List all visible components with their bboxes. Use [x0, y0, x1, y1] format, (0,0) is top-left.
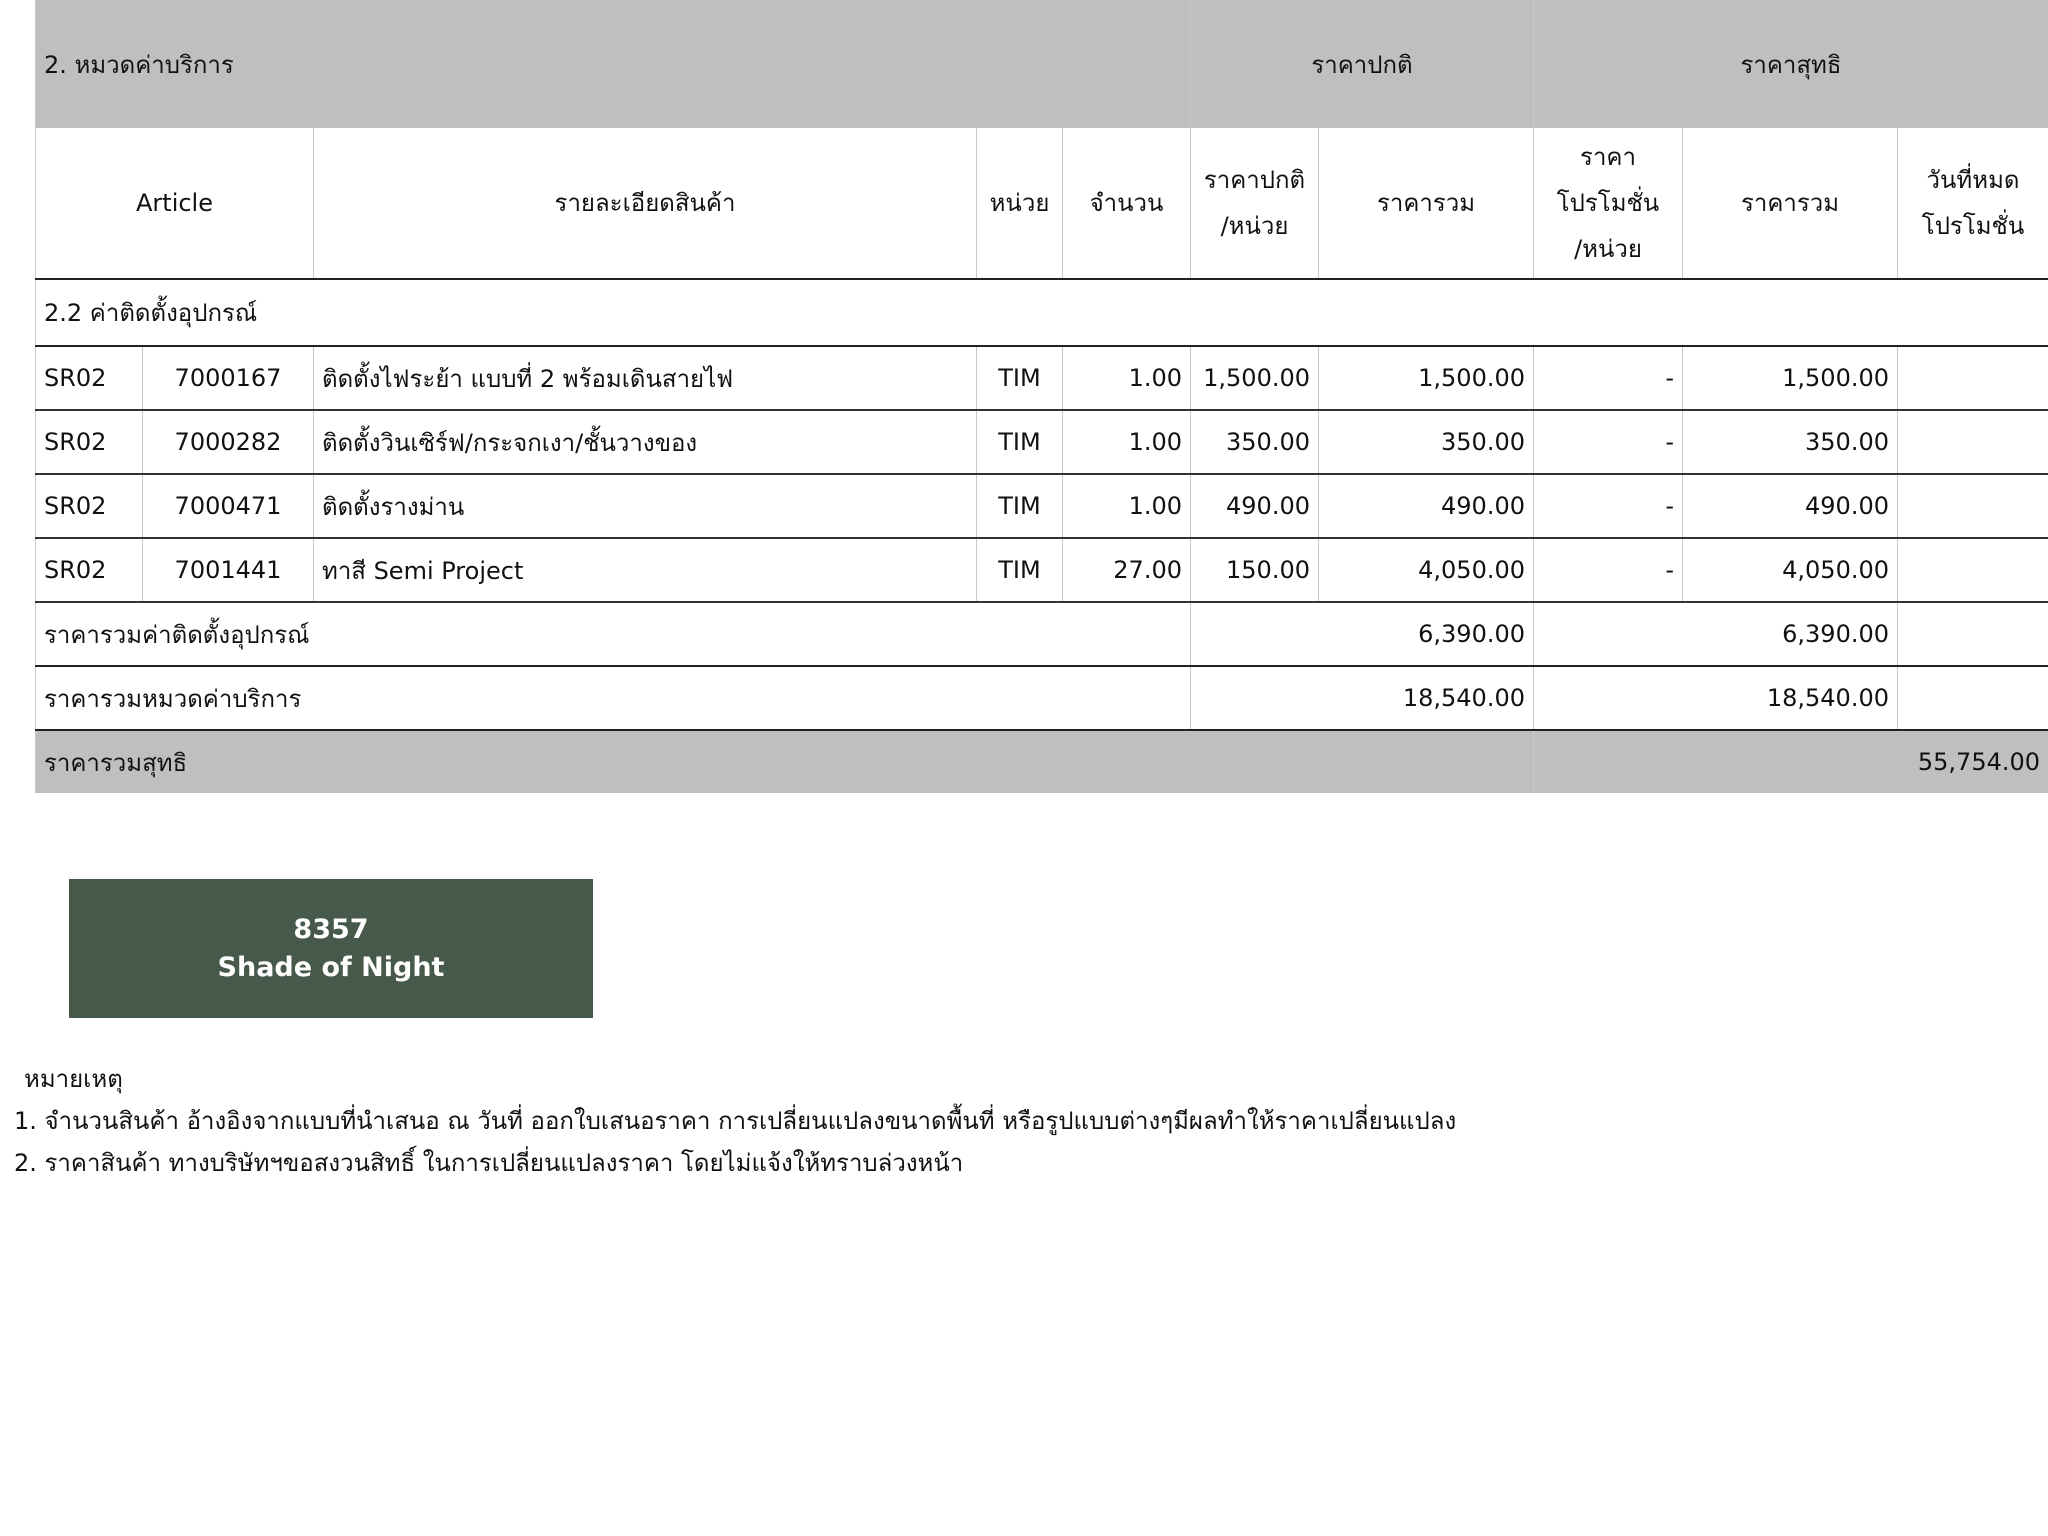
item-total: 4,050.00 [1319, 538, 1534, 602]
item-unit: TIM [977, 346, 1063, 410]
article-number: 7001441 [143, 538, 314, 602]
column-header-row [36, 128, 2048, 279]
item-promo-end [1898, 346, 2048, 410]
quotation-table [35, 0, 2048, 793]
section-total-blank [1898, 666, 2048, 730]
item-description: ทาสี Semi Project [314, 538, 977, 602]
item-unit: TIM [977, 474, 1063, 538]
item-unit-price: 1,500.00 [1191, 346, 1319, 410]
subtotal-net: 6,390.00 [1534, 602, 1898, 666]
table-row [36, 538, 2048, 602]
item-quantity: 1.00 [1063, 474, 1191, 538]
item-description: ติดตั้งวินเซิร์ฟ/กระจกเงา/ชั้นวางของ [314, 410, 977, 474]
col-article: Article [36, 128, 314, 279]
group-net-price: ราคาสุทธิ [1534, 0, 2048, 128]
subtotal-regular: 6,390.00 [1191, 602, 1534, 666]
item-net-total: 1,500.00 [1683, 346, 1898, 410]
item-quantity: 1.00 [1063, 346, 1191, 410]
item-unit: TIM [977, 538, 1063, 602]
table-row [36, 346, 2048, 410]
grand-total-label: ราคารวมสุทธิ [36, 730, 1534, 793]
note-line: 2. ราคาสินค้า ทางบริษัทฯขอสงวนสิทธิ์ ในการเปลี่ยนแปลงราคา โดยไม่แจ้งให้ทราบล่วงหน้า [14, 1149, 964, 1177]
item-unit-price: 350.00 [1191, 410, 1319, 474]
subsection-row [36, 279, 2048, 346]
color-swatch [69, 879, 593, 1018]
notes-title: หมายเหตุ [24, 1065, 123, 1093]
item-unit: TIM [977, 410, 1063, 474]
site-code: SR02 [36, 474, 143, 538]
item-description: ติดตั้งรางม่าน [314, 474, 977, 538]
grand-total-row [36, 730, 2048, 793]
col-total-regular: ราคารวม [1319, 128, 1534, 279]
grand-total-value: 55,754.00 [1534, 730, 2048, 793]
col-promo-end: วันที่หมด โปรโมชั่น [1898, 128, 2048, 279]
item-promo-end [1898, 474, 2048, 538]
item-promo-price: - [1534, 538, 1683, 602]
table-row [36, 474, 2048, 538]
item-promo-price: - [1534, 346, 1683, 410]
group-regular-price: ราคาปกติ [1191, 0, 1534, 128]
item-quantity: 27.00 [1063, 538, 1191, 602]
item-promo-end [1898, 410, 2048, 474]
subtotal-row [36, 602, 2048, 666]
item-total: 1,500.00 [1319, 346, 1534, 410]
article-number: 7000167 [143, 346, 314, 410]
note-line: 1. จำนวนสินค้า อ้างอิงจากแบบที่นำเสนอ ณ วันที่ ออกใบเสนอราคา การเปลี่ยนแปลงขนาดพื้นที่ หรือรูปแบบต่างๆมีผลทำให้ราคาเปลี่ยนแปลง [14, 1107, 1457, 1135]
subtotal-blank [1898, 602, 2048, 666]
subtotal-label: ราคารวมค่าติดตั้งอุปกรณ์ [36, 602, 1191, 666]
section-header-row [36, 0, 2048, 128]
item-net-total: 4,050.00 [1683, 538, 1898, 602]
item-unit-price: 490.00 [1191, 474, 1319, 538]
section-total-label: ราคารวมหมวดค่าบริการ [36, 666, 1191, 730]
item-net-total: 350.00 [1683, 410, 1898, 474]
item-net-total: 490.00 [1683, 474, 1898, 538]
section-total-row [36, 666, 2048, 730]
article-number: 7000471 [143, 474, 314, 538]
item-unit-price: 150.00 [1191, 538, 1319, 602]
section-total-regular: 18,540.00 [1191, 666, 1534, 730]
col-quantity: จำนวน [1063, 128, 1191, 279]
item-total: 350.00 [1319, 410, 1534, 474]
site-code: SR02 [36, 538, 143, 602]
item-promo-price: - [1534, 474, 1683, 538]
col-total-net: ราคารวม [1683, 128, 1898, 279]
table-row [36, 410, 2048, 474]
site-code: SR02 [36, 346, 143, 410]
item-promo-price: - [1534, 410, 1683, 474]
article-number: 7000282 [143, 410, 314, 474]
section-total-net: 18,540.00 [1534, 666, 1898, 730]
col-promo-price: ราคา โปรโมชั่น /หน่วย [1534, 128, 1683, 279]
col-description: รายละเอียดสินค้า [314, 128, 977, 279]
notes-section [14, 1058, 1456, 1184]
subsection-title: 2.2 ค่าติดตั้งอุปกรณ์ [36, 279, 2048, 346]
item-quantity: 1.00 [1063, 410, 1191, 474]
item-total: 490.00 [1319, 474, 1534, 538]
site-code: SR02 [36, 410, 143, 474]
col-unit: หน่วย [977, 128, 1063, 279]
section-title: 2. หมวดค่าบริการ [36, 0, 1191, 128]
col-unit-price: ราคาปกติ /หน่วย [1191, 128, 1319, 279]
swatch-code: 8357 [293, 913, 369, 945]
item-promo-end [1898, 538, 2048, 602]
item-description: ติดตั้งไฟระย้า แบบที่ 2 พร้อมเดินสายไฟ [314, 346, 977, 410]
swatch-name: Shade of Night [217, 951, 445, 983]
